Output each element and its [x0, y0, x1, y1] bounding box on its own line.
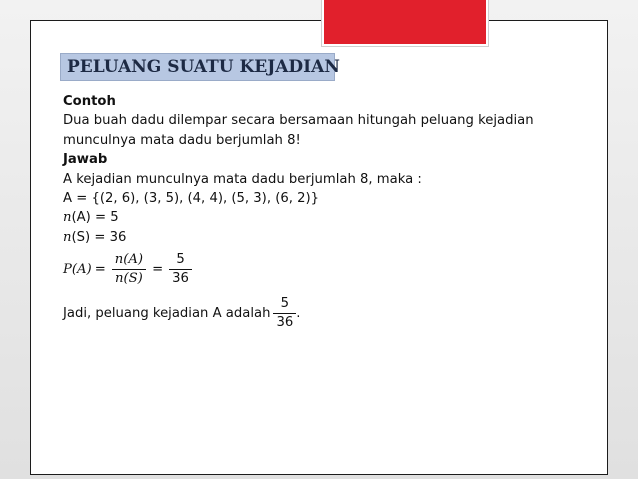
- contoh-heading: Contoh: [63, 94, 116, 109]
- title-box: [60, 53, 340, 81]
- conclusion-fraction: [273, 295, 296, 332]
- formula-equals-1: =: [94, 261, 106, 277]
- contoh-line-1: Dua buah dadu dilempar secara bersamaan hitungah peluang kejadian: [63, 113, 534, 129]
- formula-lhs: P(A): [63, 261, 92, 277]
- n-s-line: [63, 228, 583, 247]
- jawab-heading: Jawab: [63, 152, 108, 168]
- jawab-line-1: A kejadian munculnya mata dadu berjumlah 8, maka :: [63, 171, 422, 187]
- fraction-2-numerator: 5: [176, 251, 185, 267]
- fraction-1-numerator: n(A): [114, 251, 144, 267]
- n-s-symbol: n: [63, 229, 72, 245]
- contoh-line-2: munculnya mata dadu berjumlah 8!: [63, 132, 301, 148]
- conclusion-denominator: 36: [273, 313, 296, 332]
- conclusion-line: [63, 292, 583, 334]
- formula-equals-2: =: [152, 261, 164, 277]
- n-a-symbol: n: [63, 210, 72, 226]
- slide-title: PELUANG SUATU KEJADIAN: [67, 57, 340, 77]
- formula-fraction-1: [112, 251, 146, 288]
- fraction-2-denominator: 36: [169, 269, 192, 288]
- red-header-tab: [322, 0, 488, 46]
- conclusion-text: Jadi, peluang kejadian A adalah: [63, 305, 271, 321]
- slide-content: [63, 92, 583, 334]
- probability-formula: [63, 248, 583, 290]
- sample-set-line: A = {(2, 6), (3, 5), (4, 4), (5, 3), (6, 2)}: [63, 191, 320, 207]
- conclusion-period: .: [296, 305, 301, 321]
- conclusion-numerator: 5: [280, 295, 290, 311]
- n-a-line: [63, 208, 583, 227]
- formula-fraction-2: [169, 251, 192, 288]
- n-a-rest: (A) = 5: [71, 210, 119, 226]
- n-s-rest: (S) = 36: [71, 229, 127, 245]
- fraction-1-denominator: n(S): [112, 269, 146, 288]
